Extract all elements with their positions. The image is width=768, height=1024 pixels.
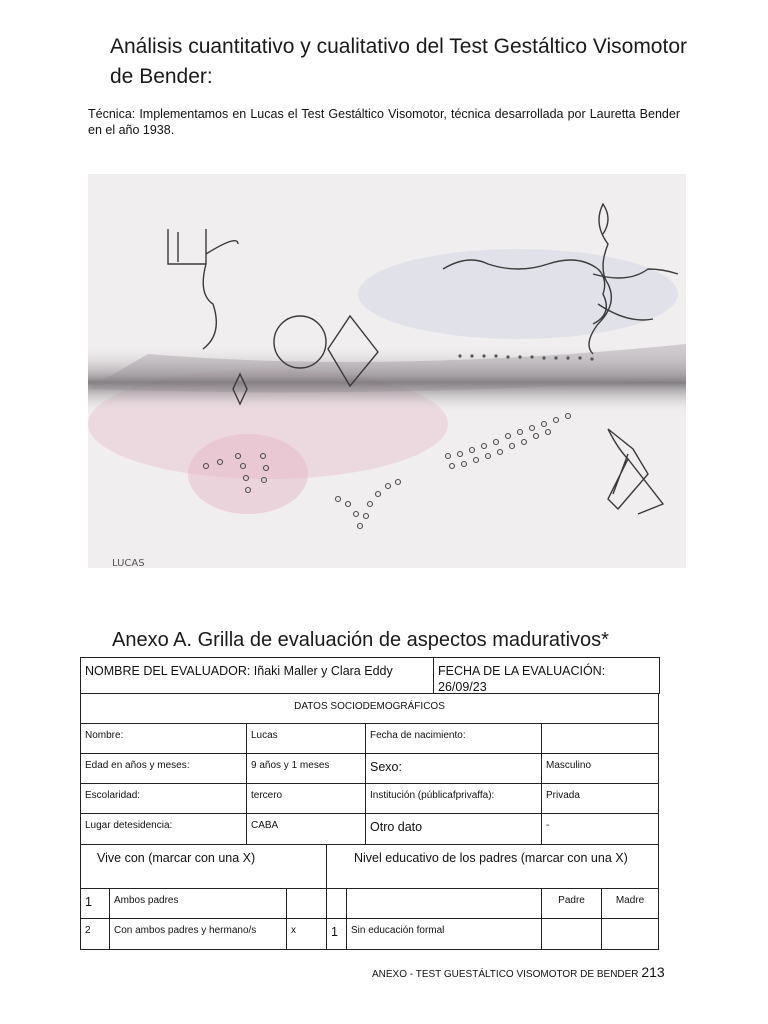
option-mark: x: [286, 918, 327, 950]
page-title: Análisis cuantitativo y cualitativo del Test Gestáltico Visomotor de Bender:: [110, 35, 687, 88]
father-cell: [541, 918, 602, 950]
bender-drawing-svg: [88, 174, 686, 568]
label-cell: Escolaridad:: [80, 783, 247, 814]
mother-cell: [601, 918, 659, 950]
value-cell: Privada: [541, 783, 659, 814]
label-cell: Edad en años y meses:: [80, 753, 247, 784]
value-cell: Lucas: [246, 723, 366, 754]
lives-with-header: Vive con (marcar con una X): [80, 844, 327, 889]
page-number: 213: [641, 964, 665, 980]
edu-label: Sin educación formal: [346, 918, 542, 950]
label-cell: Nombre:: [80, 723, 247, 754]
label-cell: Institución (públicafprivaffa):: [365, 783, 542, 814]
value-cell: Masculino: [541, 753, 659, 784]
option-mark: [286, 888, 327, 919]
bender-drawing-image: [88, 174, 686, 568]
parents-education-header: Nivel educativo de los padres (marcar con una X): [326, 844, 659, 889]
drawing-signature: LUCAS: [112, 558, 145, 568]
option-number: 1: [80, 888, 110, 919]
intro-paragraph: Técnica: Implementamos en Lucas el Test Gestáltico Visomotor, técnica desarrollada por Lauretta Bender en el año 1938.: [88, 107, 680, 137]
section-header: DATOS SOCIODEMOGRÁFICOS: [80, 693, 659, 724]
value-cell: 9 años y 1 meses: [246, 753, 366, 784]
label-cell: Fecha de nacimiento:: [365, 723, 542, 754]
footer-text: ANEXO - TEST GUESTÁLTICO VISOMOTOR DE BENDER: [372, 969, 639, 980]
option-number: 2: [80, 918, 110, 950]
value-cell: [541, 723, 659, 754]
value-cell: -: [541, 813, 659, 845]
evaluation-date-cell: FECHA DE LA EVALUACIÓN: 26/09/23: [433, 657, 660, 694]
edu-number: [326, 888, 347, 919]
value-cell: tercero: [246, 783, 366, 814]
option-label: Con ambos padres y hermano/s: [109, 918, 287, 950]
edu-number: 1: [326, 918, 347, 950]
evaluator-cell: NOMBRE DEL EVALUADOR: Iñaki Maller y Clara Eddy: [80, 657, 434, 694]
page-footer: [372, 964, 672, 983]
label-cell: Sexo:: [365, 753, 542, 784]
edu-label: [346, 888, 542, 919]
mother-header: Madre: [601, 888, 659, 919]
label-cell: Otro dato: [365, 813, 542, 845]
father-header: Padre: [541, 888, 602, 919]
option-label: Ambos padres: [109, 888, 287, 919]
annex-title: Anexo A. Grilla de evaluación de aspectos madurativos*: [112, 629, 609, 651]
value-cell: CABA: [246, 813, 366, 845]
label-cell: Lugar detesidencia:: [80, 813, 247, 845]
